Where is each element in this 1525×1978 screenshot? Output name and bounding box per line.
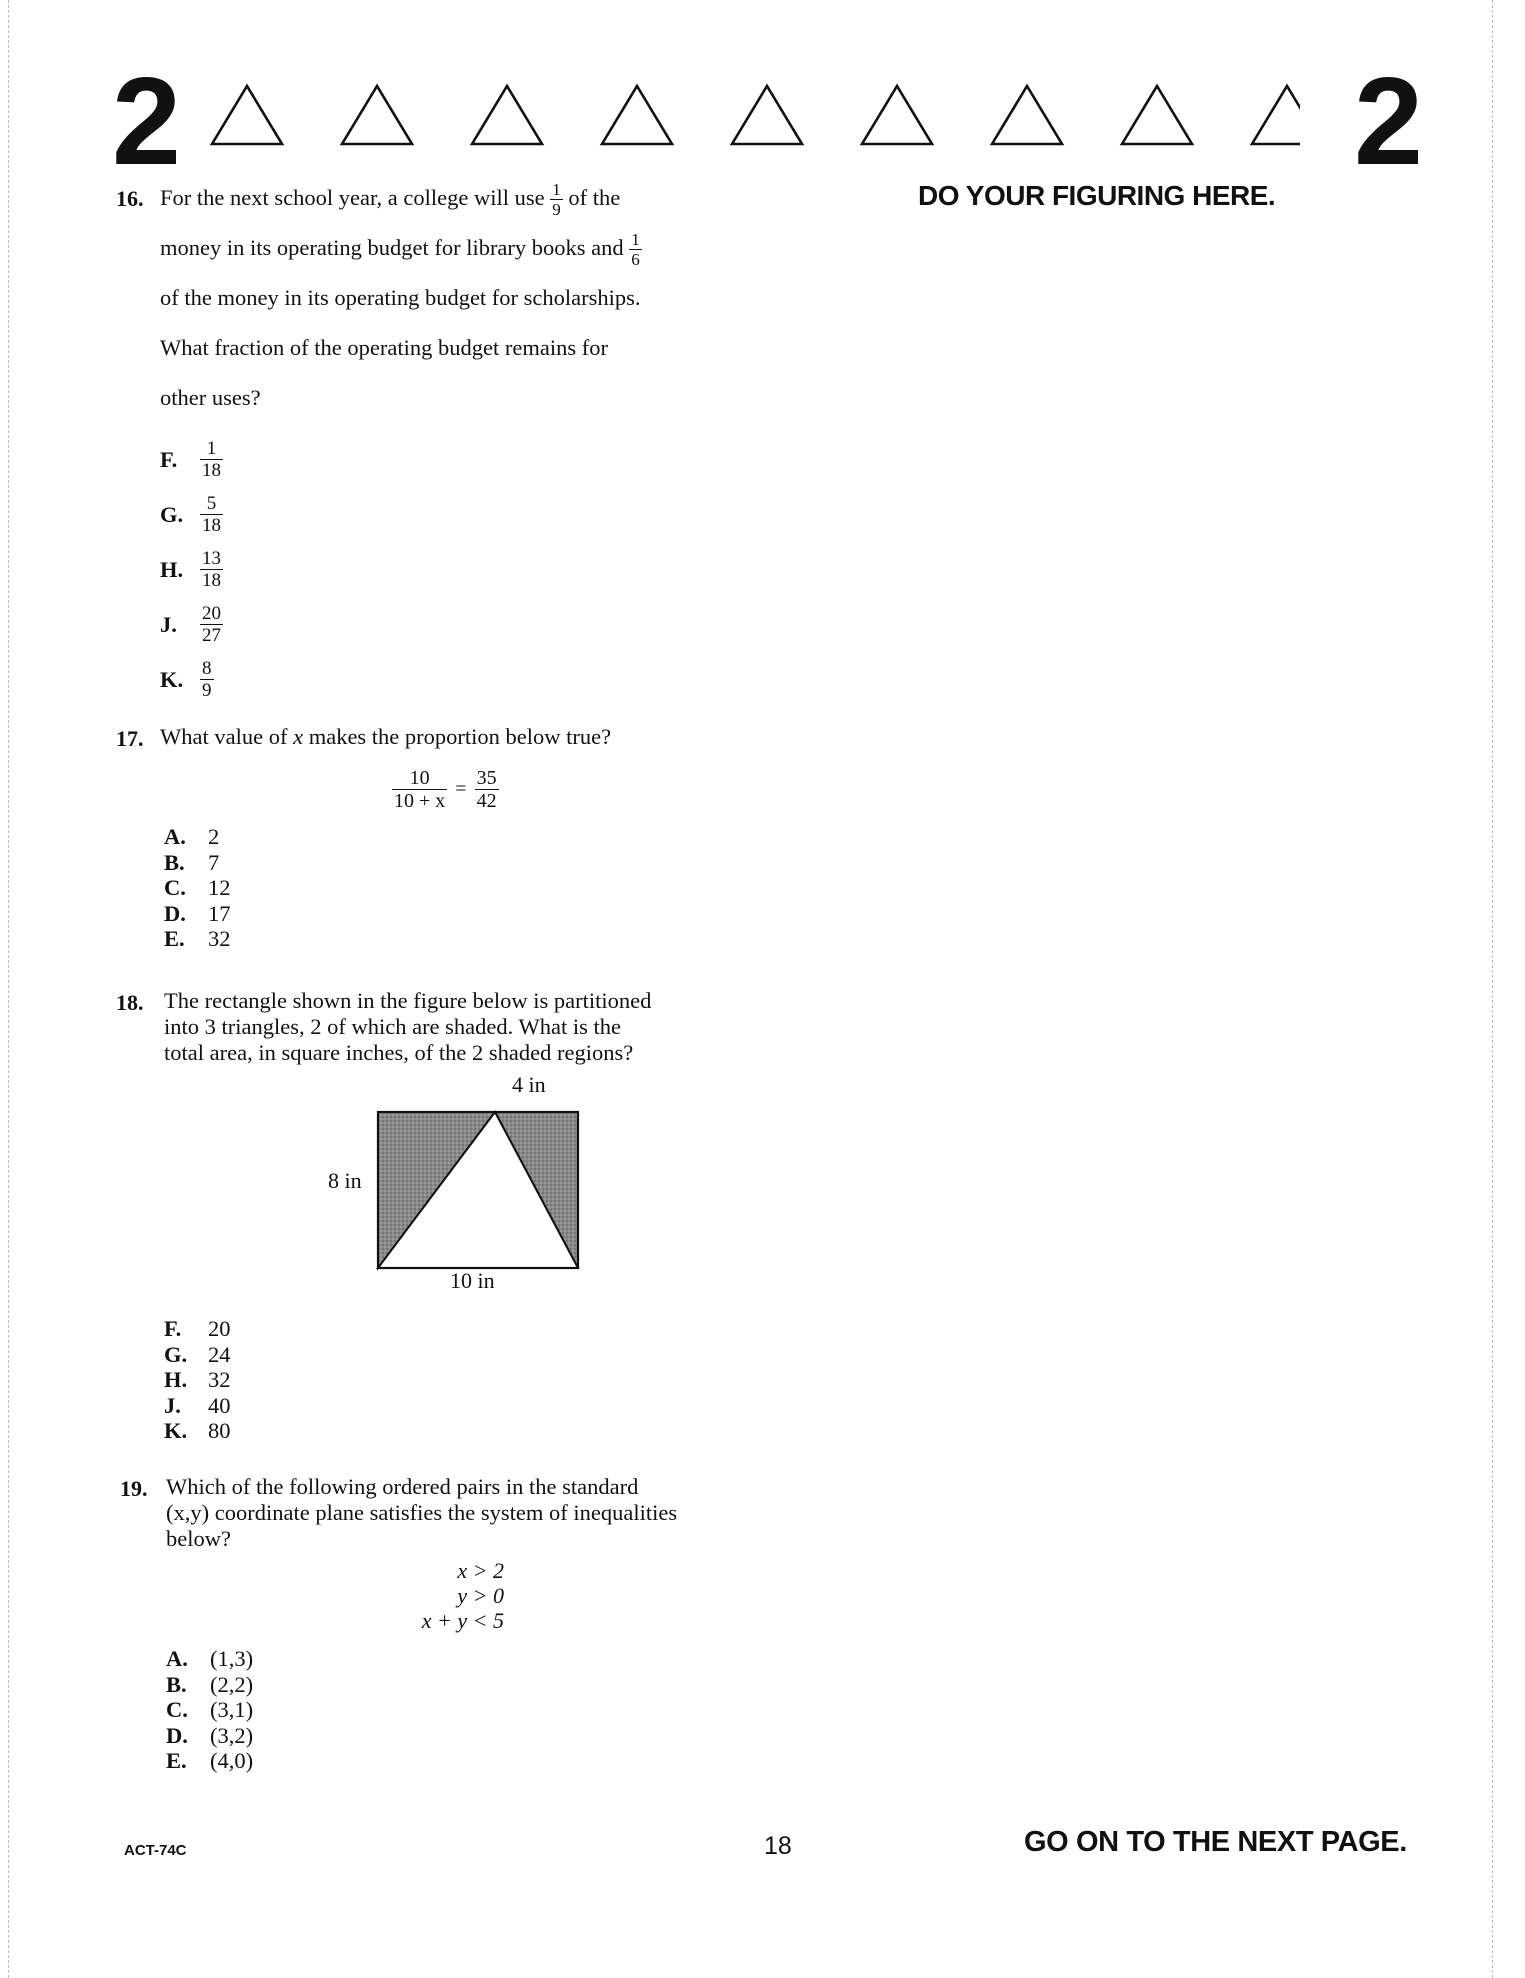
question-17-stem: What value of x makes the proportion below true? bbox=[160, 724, 612, 749]
answer-option-c[interactable]: C. (3,1) bbox=[166, 1697, 254, 1722]
question-16-options bbox=[160, 432, 223, 707]
answer-option-e[interactable]: E. (4,0) bbox=[166, 1748, 254, 1773]
figure-label-bottom: 10 in bbox=[450, 1268, 495, 1293]
figuring-label: DO YOUR FIGURING HERE. bbox=[918, 180, 1276, 211]
question-17-options bbox=[164, 824, 231, 952]
answer-fraction: $\frac{8}{9}$ bbox=[202, 658, 212, 701]
scan-edge-right bbox=[1492, 0, 1493, 1978]
answer-fraction: $\frac{1}{18}$ bbox=[202, 438, 221, 481]
question-17-number: 17. bbox=[116, 726, 144, 751]
answer-option-d[interactable]: D. (3,2) bbox=[166, 1722, 254, 1748]
figure-label-top: 4 in bbox=[512, 1072, 546, 1097]
answer-fraction: $\frac{5}{18}$ bbox=[202, 493, 221, 536]
triangle-icon bbox=[1252, 86, 1300, 144]
answer-option-a[interactable]: A. 2 bbox=[164, 824, 220, 849]
question-18-number: 18. bbox=[116, 990, 144, 1015]
question-19-number: 19. bbox=[120, 1476, 148, 1501]
answer-option-g[interactable]: G. $\frac{5}{18}$ bbox=[160, 493, 221, 536]
rectangle-figure bbox=[370, 1100, 590, 1280]
question-16-number: 16. bbox=[116, 186, 144, 211]
section-number-right: 2 bbox=[1354, 53, 1421, 191]
question-16-line-5: other uses? bbox=[160, 385, 261, 410]
question-16-stem bbox=[160, 173, 745, 423]
answer-option-a[interactable]: A. (1,3) bbox=[166, 1646, 254, 1671]
question-16-line-2: money in its operating budget for library books and $\frac{1}{6}$ bbox=[160, 230, 640, 270]
triangle-icon bbox=[342, 86, 412, 144]
question-16-line-3: of the money in its operating budget for scholarships. bbox=[160, 285, 641, 310]
answer-option-k[interactable]: K. 80 bbox=[164, 1418, 231, 1443]
header-triangles bbox=[210, 82, 1300, 152]
question-19-inequalities: x > 2 y > 0 x + y < 5 bbox=[421, 1558, 504, 1633]
triangle-icon bbox=[992, 86, 1062, 144]
question-18-options bbox=[164, 1316, 231, 1444]
answer-option-f[interactable]: F. 20 bbox=[164, 1316, 231, 1341]
answer-option-k[interactable]: K. $\frac{8}{9}$ bbox=[160, 658, 212, 701]
answer-fraction: $\frac{13}{18}$ bbox=[202, 548, 221, 591]
triangle-icon bbox=[862, 86, 932, 144]
question-19-stem: Which of the following ordered pairs in the standard (x,y) coordinate plane satisfies the system of inequalities below? bbox=[166, 1474, 678, 1551]
triangle-icon bbox=[1122, 86, 1192, 144]
answer-option-b[interactable]: B. (2,2) bbox=[166, 1671, 254, 1697]
answer-option-f[interactable]: F. $\frac{1}{18}$ bbox=[160, 438, 221, 481]
page-number: 18 bbox=[764, 1832, 792, 1860]
question-16-line-1: For the next school year, a college will use $\frac{1}{9}$ of the bbox=[160, 180, 621, 220]
question-19-options bbox=[166, 1646, 253, 1774]
answer-option-d[interactable]: D. 17 bbox=[164, 900, 231, 926]
fraction-one-sixth: $\frac{1}{6}$ bbox=[631, 230, 640, 270]
answer-option-h[interactable]: H. $\frac{13}{18}$ bbox=[160, 548, 221, 591]
fraction-one-ninth: $\frac{1}{9}$ bbox=[552, 180, 561, 220]
answer-option-c[interactable]: C. 12 bbox=[164, 875, 231, 900]
triangle-icon bbox=[732, 86, 802, 144]
section-number-left: 2 bbox=[112, 53, 179, 191]
triangle-icon bbox=[212, 86, 282, 144]
question-17-equation: $\frac{10}{10 + x}$ = $\frac{35}{42}$ bbox=[394, 767, 497, 812]
triangle-icon bbox=[472, 86, 542, 144]
answer-option-b[interactable]: B. 7 bbox=[164, 849, 220, 875]
scan-edge-left bbox=[8, 0, 9, 1978]
answer-option-h[interactable]: H. 32 bbox=[164, 1367, 231, 1392]
next-page-label: GO ON TO THE NEXT PAGE. bbox=[1024, 1826, 1407, 1858]
figure-label-left: 8 in bbox=[328, 1168, 362, 1193]
answer-fraction: $\frac{20}{27}$ bbox=[202, 603, 221, 646]
question-18-stem: The rectangle shown in the figure below is partitioned into 3 triangles, 2 of which are shaded. What is the total area, in square inches, of the 2 shaded regions? bbox=[164, 988, 652, 1065]
question-16-line-4: What fraction of the operating budget remains for bbox=[160, 335, 608, 360]
answer-option-j[interactable]: J. $\frac{20}{27}$ bbox=[160, 603, 221, 646]
triangle-icon bbox=[602, 86, 672, 144]
form-code: ACT-74C bbox=[124, 1842, 187, 1859]
answer-option-j[interactable]: J. 40 bbox=[164, 1392, 231, 1418]
answer-option-e[interactable]: E. 32 bbox=[164, 926, 231, 951]
answer-option-g[interactable]: G. 24 bbox=[164, 1341, 231, 1367]
